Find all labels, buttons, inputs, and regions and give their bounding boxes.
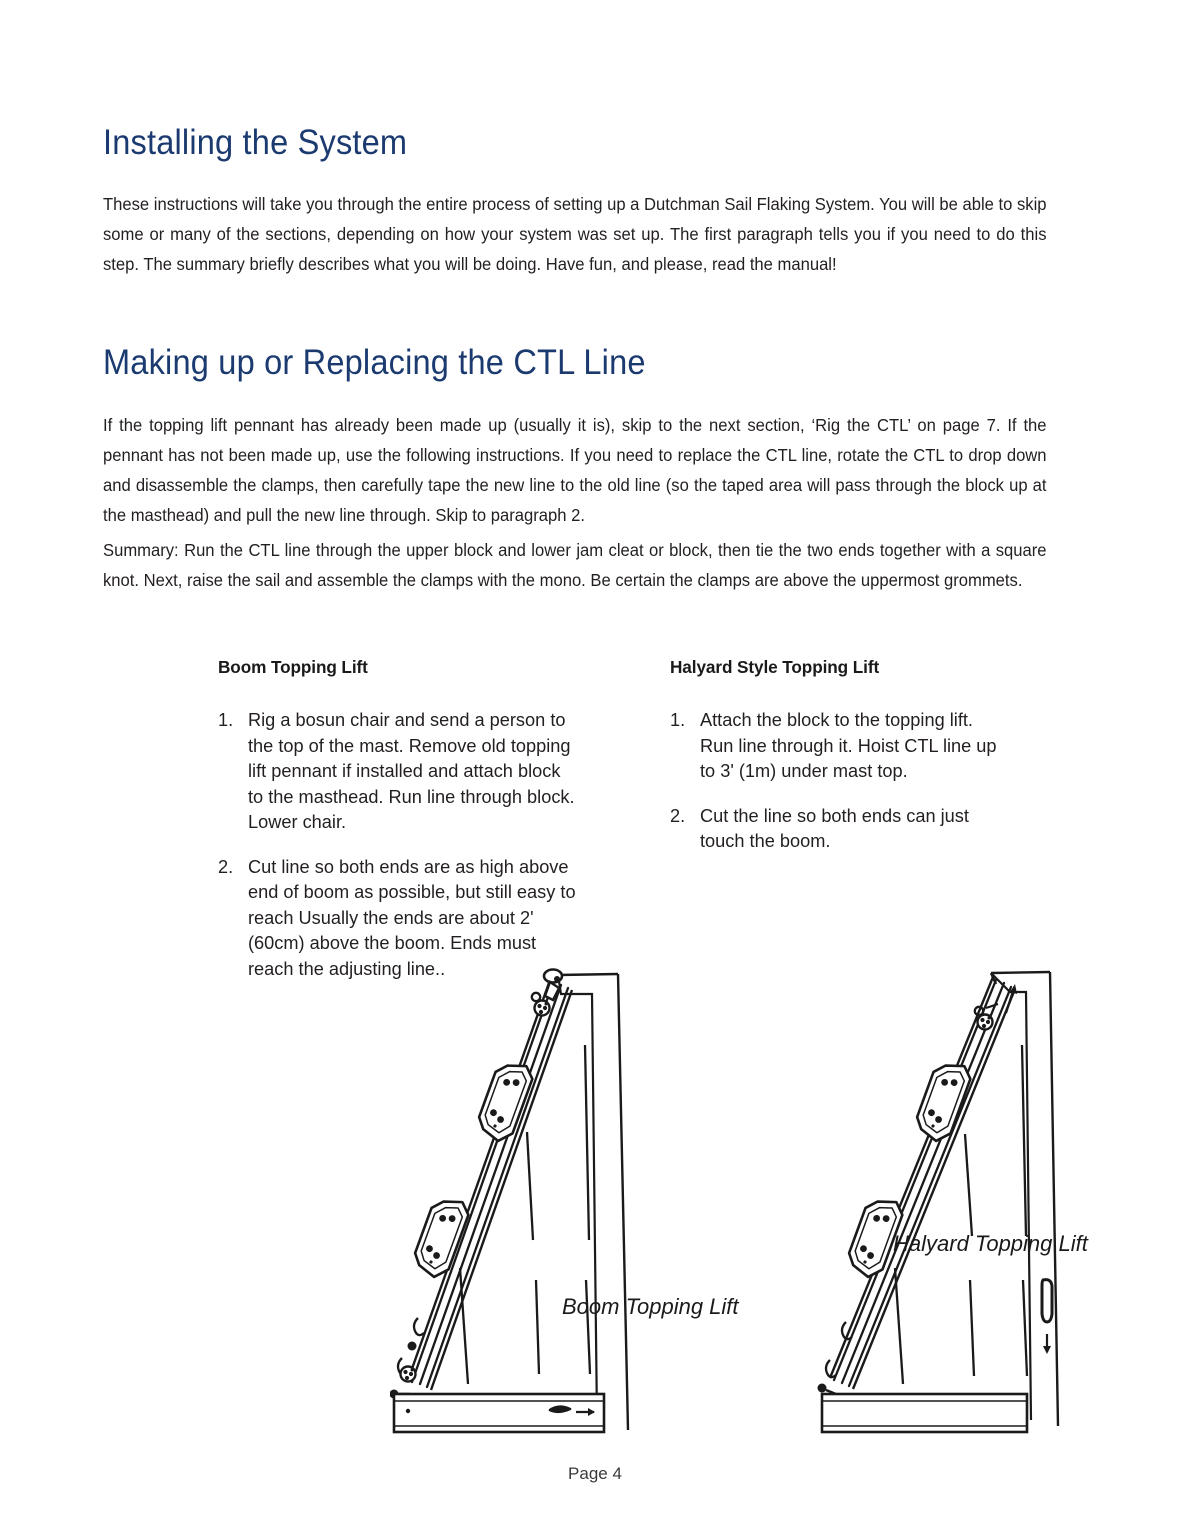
column-boom-topping-lift — [218, 657, 580, 982]
paragraph-intro: These instructions will take you through the entire process of setting up a Dutchman Sail Flaking System. You will be able to skip some or many of the sections, depending on how your system was set up. The first paragraph tells you if you need to do this step. The summary briefly describes what you will be doing. Have fun, and please, read the manual! — [103, 194, 1047, 275]
ctl-line-luff — [834, 980, 1011, 1386]
diagram-halyard-topping-lift — [818, 972, 1089, 1432]
step-number: 2. — [218, 856, 234, 877]
steps-list-halyard — [670, 708, 1000, 855]
label-boom-topping-lift: Boom Topping Lift — [562, 1294, 739, 1319]
step-text: Attach the block to the topping lift. Run line through it. Hoist CTL line up to 3' (1m) under mast top. — [700, 710, 997, 781]
step-text: Rig a bosun chair and send a person to the top of the mast. Remove old topping lift pennant if installed and attach block to the masthead. Run line through block. Lower chair. — [248, 710, 575, 832]
page-heading-installing-the-system: Installing the System — [103, 123, 408, 163]
sail-clamp-icon — [474, 1057, 536, 1145]
label-halyard-topping-lift: Halyard Topping Lift — [893, 1231, 1088, 1256]
figure-topping-lift-diagrams — [390, 950, 1120, 1450]
upper-fitting-knot-icon — [978, 1015, 993, 1030]
ctl-line-luff — [412, 983, 568, 1387]
tack-fitting-icon — [401, 1367, 416, 1382]
list-item — [218, 708, 580, 836]
boom-bar — [822, 1394, 1027, 1432]
boom-bar — [394, 1394, 604, 1432]
step-number: 2. — [670, 805, 686, 826]
upper-fitting-knot-icon — [535, 1001, 550, 1016]
list-item — [670, 708, 1000, 785]
step-text: Cut the line so both ends can just touch the boom. — [700, 805, 969, 851]
diagram-boom-topping-lift — [390, 970, 739, 1433]
paragraph-ctl-intro: If the topping lift pennant has already been made up (usually it is), skip to the next section, ‘Rig the CTL’ on page 7. If the pennant has not been made up, use the following instructions. If you need to replace the CTL line, rotate the CTL to drop down and disassemble the clamps, then carefully tape the new line to the old line (so the taped area will pass through the block up at the masthead) and pull the new line through. Skip to paragraph 2. — [103, 415, 1047, 526]
direction-arrow-icon — [1043, 1334, 1051, 1354]
column-title-boom-topping-lift: Boom Topping Lift — [218, 657, 368, 677]
steps-list-boom — [218, 708, 580, 982]
upper-shackle-icon — [532, 993, 540, 1001]
step-number: 1. — [670, 710, 686, 730]
jam-cleat-icon — [550, 1407, 570, 1412]
line-stopper-ball-icon — [408, 1342, 417, 1351]
tack-pin-icon — [818, 1384, 837, 1395]
step-number: 1. — [218, 710, 234, 730]
page-heading-making-up-ctl-line: Making up or Replacing the CTL Line — [103, 343, 646, 383]
paragraph-summary: Summary: Run the CTL line through the upper block and lower jam cleat or block, then tie the two ends together with a square knot. Next, raise the sail and assemble the clamps with the mono. Be certain the clamps are above the uppermost grommets. — [103, 540, 1047, 591]
topping-lift-line-art — [390, 950, 1120, 1450]
list-item — [670, 804, 1000, 855]
column-halyard-style-topping-lift — [670, 657, 1000, 855]
jam-cleat-icon — [1042, 1280, 1052, 1322]
column-title-halyard-style-topping-lift: Halyard Style Topping Lift — [670, 657, 880, 677]
step-text: Cut line so both ends are as high above end of boom as possible, but still easy to reach Usually the ends are about 2' (60cm) above the boom. Ends must reach the adjusting line.. — [248, 856, 576, 979]
sail-outline — [558, 974, 628, 1430]
page-number-footer: Page 4 — [568, 1464, 622, 1483]
